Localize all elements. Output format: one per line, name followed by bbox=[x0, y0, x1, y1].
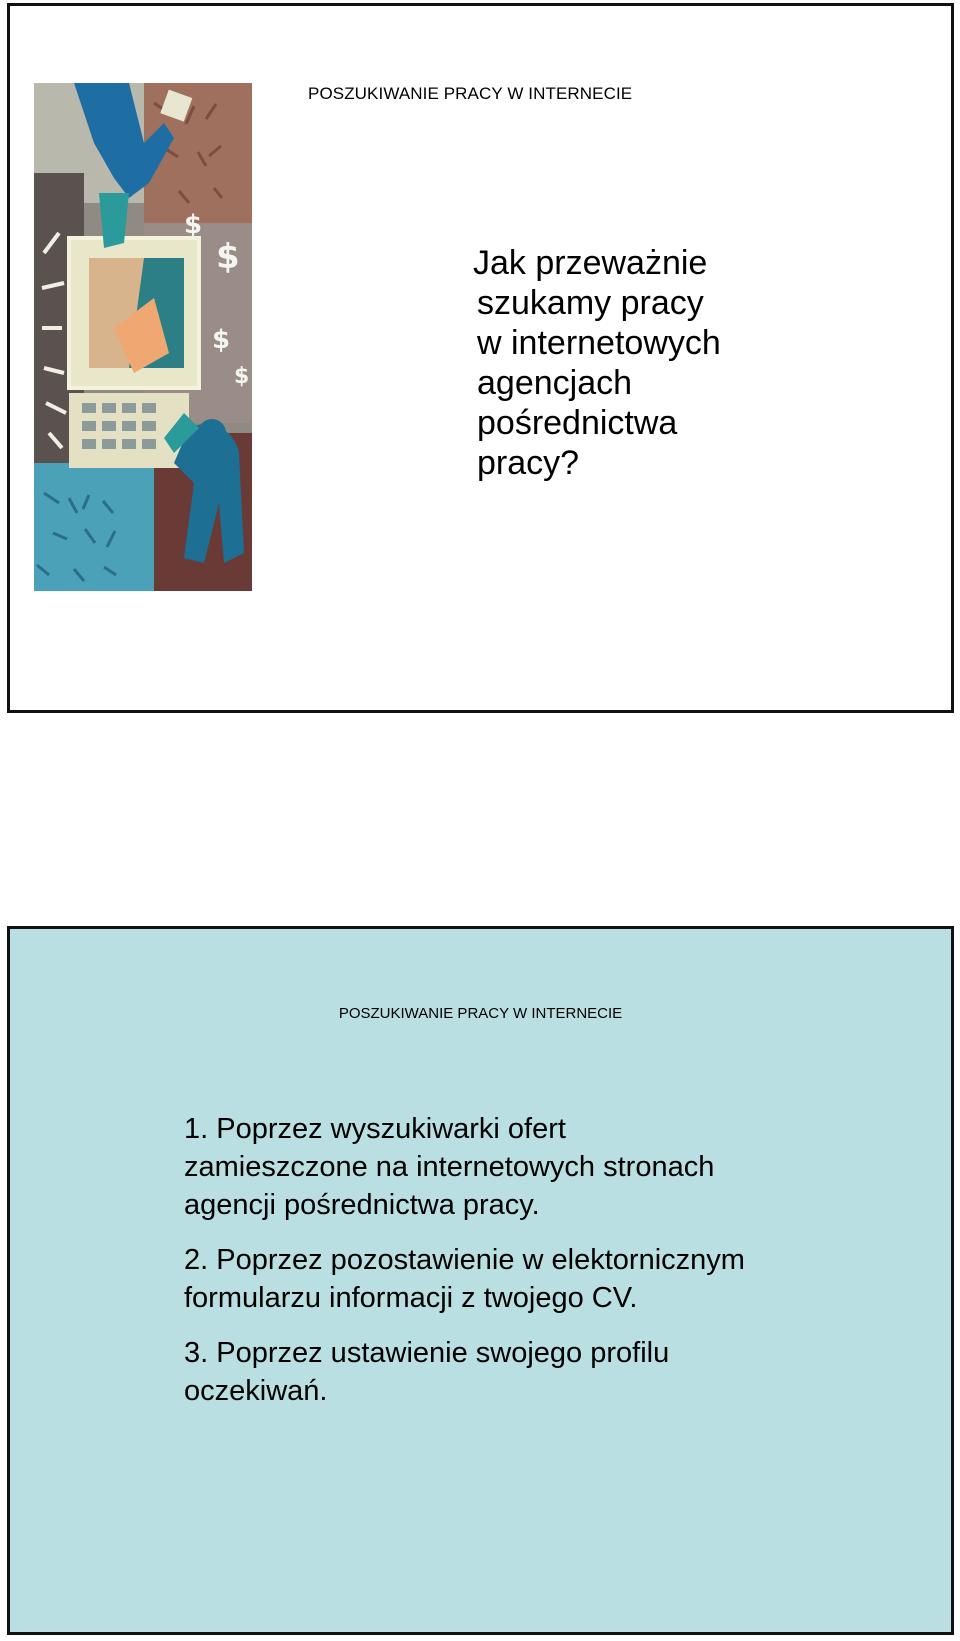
question-text bbox=[473, 243, 721, 483]
list-item-line: formularzu informacji z twojego CV. bbox=[184, 1282, 638, 1314]
slide-2 bbox=[7, 926, 954, 1635]
list-item-line: zamieszczone na internetowych stronach bbox=[184, 1151, 715, 1183]
dollar-glyph: $ bbox=[234, 364, 250, 389]
question-line: Jak przeważnie bbox=[473, 244, 708, 282]
list-item-line: 2. Poprzez pozostawienie w elektornicznym bbox=[184, 1244, 745, 1276]
question-line: agencjach bbox=[477, 364, 633, 402]
question-line: pośrednictwa bbox=[477, 404, 678, 442]
list-item-line: oczekiwań. bbox=[184, 1375, 328, 1407]
dollar-glyph: $ bbox=[216, 237, 240, 277]
question-line: pracy? bbox=[477, 444, 580, 482]
dollar-glyph: $ bbox=[184, 210, 203, 240]
slide-1-header: POSZUKIWANIE PRACY W INTERNECIE bbox=[308, 84, 633, 103]
question-line: w internetowych bbox=[477, 324, 721, 362]
list-item-line: 1. Poprzez wyszukiwarki ofert bbox=[184, 1113, 566, 1145]
list-item-line: 3. Poprzez ustawienie swojego profilu bbox=[184, 1337, 670, 1369]
question-line: szukamy pracy bbox=[477, 284, 704, 322]
job-search-computer-clipart-icon bbox=[34, 83, 252, 591]
answer-list bbox=[184, 1110, 745, 1410]
list-item-line: agencji pośrednictwa pracy. bbox=[184, 1189, 540, 1221]
dollar-glyph: $ bbox=[212, 325, 231, 355]
slide-1 bbox=[7, 3, 954, 713]
slide-2-header: POSZUKIWANIE PRACY W INTERNECIE bbox=[338, 1005, 623, 1022]
